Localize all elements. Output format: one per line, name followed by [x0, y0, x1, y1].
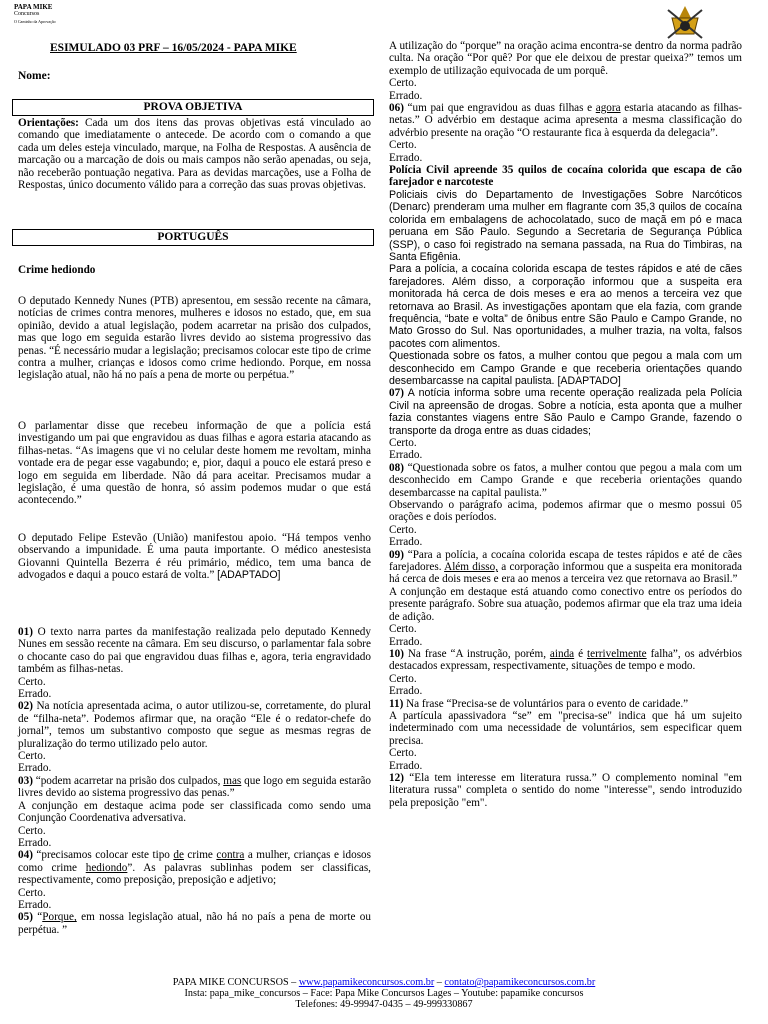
q02-errado[interactable]: Errado.: [18, 762, 52, 775]
question-12: [389, 772, 742, 809]
text1-p3-tag: [ADAPTADO]: [217, 569, 281, 582]
q02-certo[interactable]: Certo.: [18, 750, 46, 763]
q05-u: Porque,: [42, 911, 77, 924]
q10-certo[interactable]: Certo.: [389, 672, 417, 685]
q06-a: “um pai que engravidou as duas filhas e: [403, 102, 596, 115]
question-03: [18, 775, 371, 800]
q09-certo[interactable]: Certo.: [389, 623, 417, 636]
question-05: [18, 911, 371, 936]
q11-certo[interactable]: Certo.: [389, 747, 417, 760]
section-objective: PROVA OBJETIVA: [12, 99, 374, 116]
text2-title: Polícia Civil apreende 35 quilos de cocaína colorida que escapa de cão farejador e narcoteste: [389, 164, 742, 189]
text1-body: [18, 295, 371, 382]
footer-email-link[interactable]: contato@papamikeconcursos.com.br: [444, 977, 596, 988]
q07-certo[interactable]: Certo.: [389, 437, 417, 449]
text1-p3-text: O deputado Felipe Estevão (União) manifestou apoio. “Há tempos venho observando a impunidade. É uma pauta importante. O médico anestesista Giovanni Quintella Bezerra é réu primário, médico, tem uma banca de advogados e daqui a pouco estará de volta.”: [18, 532, 371, 582]
q01-text: O texto narra partes da manifestação realizada pelo deputado Kennedy Nunes em sessão recente na câmara. Em seu discurso, o parlamentar fala sobre o chocante caso do pai que engravidou duas filhas e, agora, teria engravidado também as filhas-netas.: [18, 626, 371, 676]
q09-b: a corporação informou que a suspeita era monitorada há cerca de dois meses e era ao menos a terceira vez que retornava ao Brasil.”: [389, 561, 742, 586]
orientacoes-label: Orientações:: [18, 117, 79, 129]
logo-text: PAPA MIKE: [14, 3, 53, 11]
name-label: Nome:: [18, 70, 51, 82]
q06-b: estaria atacando as filhas-netas.” O advérbio em destaque acima apresenta a mesma classificação do advérbio presente na oração “O restaurante fica à esquerda da delegacia”.: [389, 102, 742, 139]
text1-body-3: [18, 532, 371, 582]
text2-p1: Policiais civis do Departamento de Investigações Sobre Narcóticos (Denarc) prenderam uma mulher em flagrante com 35,3 quilos de cocaína colorida em embalagens de achocolatado, suco de maçã em pó e maca peruana em São Paulo. Segundo a Secretaria de Segurança Pública (SSP), o caso foi registrado na semana passada, na Rua do Timbiras, na Santa Efigênia.: [389, 188, 742, 263]
orientacoes: [18, 117, 371, 191]
q02-num: 02): [18, 700, 33, 713]
q03-statement: A conjunção em destaque acima pode ser classificada como sendo uma Conjunção Coordenativa adversativa.: [18, 799, 371, 825]
q03-u: mas: [223, 774, 242, 787]
question-06: [389, 102, 742, 139]
q11-num: 11): [389, 697, 404, 710]
q04-b: crime: [183, 849, 217, 862]
text1-p3: [18, 532, 371, 582]
q08-certo[interactable]: Certo.: [389, 523, 417, 536]
question-09: [389, 549, 742, 586]
text2-p3-tag: [ADAPTADO]: [557, 374, 621, 387]
q06-u: agora: [595, 102, 621, 115]
q12-text: “Ela tem interesse em literatura russa.” O complemento nominal "em literatura russa" completa o sentido do nome "interesse", sendo introduzido pela preposição "em".: [389, 771, 742, 809]
q10-num: 10): [389, 647, 404, 660]
question-10: [389, 648, 742, 673]
q04-u3: hediondo: [85, 861, 128, 874]
text1: [18, 264, 371, 276]
q06-errado[interactable]: Errado.: [389, 151, 423, 164]
q04-a: “precisamos colocar este tipo: [32, 849, 174, 862]
q03-b: que logo em seguida estarão livres devido ao sistema progressivo das penas.”: [18, 774, 371, 800]
question-11: [389, 698, 742, 710]
q01-num: 01): [18, 626, 33, 638]
q09-errado[interactable]: Errado.: [389, 635, 423, 648]
q09-statement: A conjunção em destaque está atuando como conectivo entre os períodos do presente parágrafo. Sobre sua atuação, podemos afirmar que ela traz uma ideia de adição.: [389, 585, 742, 623]
question-01: [18, 626, 371, 676]
text1-body-2: [18, 420, 371, 507]
q04-num: 04): [18, 849, 33, 862]
question-04: [18, 849, 371, 886]
text2-p2: Para a polícia, a cocaína colorida escapa de testes rápidos e até de cães farejadores. Além disso, a corporação informou que a suspeita era monitorada há cerca de dois meses e era ao menos a terceira vez que retornava ao Brasil. As investigações apontam que ela fazia, com grande frequência, “bate e volta” de ônibus entre São Paulo e Campo Grande, no Mato Grosso do Sul. Nas oportunidades, a mulher trazia, na volta, falsos pacotes com alimentos.: [389, 263, 742, 350]
section-portuguese: PORTUGUÊS: [12, 229, 374, 246]
q04-d: ”. As palavras sublinhas podem ser classificas, respectivamente, como preposição, preposição e adjetivo;: [18, 861, 371, 887]
q10-errado[interactable]: Errado.: [389, 685, 423, 698]
footer-line2: Insta: papa_mike_concursos – Face: Papa Mike Concursos Lages – Youtube: papamike concursos: [184, 988, 584, 999]
logo-papa-mike: [14, 4, 74, 25]
orientacoes-text: Cada um dos itens das provas objetivas está vinculado ao comando que imediatamente o antecede. De acordo com o comando a que cada um deles esteja vinculado, marque, na Folha de Respostas. A ausência de marcação ou a marcação de dois ou mais campos não serão apenadas, ou seja, não receberão pontuação negativa. Para as devidas marcações, use a Folha de Respostas, único documento válido para a correção das suas provas objetivas.: [18, 117, 371, 192]
q12-num: 12): [389, 771, 404, 784]
q11-a: Na frase “Precisa-se de voluntários para o evento de caridade.”: [403, 697, 689, 710]
logo-slogan: O Caminho da Aprovação: [14, 19, 56, 24]
q02-text: Na notícia apresentada acima, o autor utilizou-se, corretamente, do plural de “filha-neta”. Podemos afirmar que, na oração “Ele é o redator-chefe do jornal”, temos um substantivo composto que segue as mesmas regras de pluralização do termo utilizado pelo autor.: [18, 700, 371, 750]
q04-c: a mulher, crianças e idosos como crime: [18, 849, 371, 874]
q05-a: “: [32, 911, 43, 924]
left-column: [18, 117, 371, 191]
q11-errado[interactable]: Errado.: [389, 759, 423, 772]
right-column: [389, 40, 742, 809]
q06-num: 06): [389, 102, 404, 115]
q06-certo[interactable]: Certo.: [389, 139, 417, 152]
q08-num: 08): [389, 461, 404, 474]
question-08: [389, 462, 742, 499]
q07-num: 07): [389, 387, 404, 400]
text2-p3-text: Questionada sobre os fatos, a mulher contou que pegou a mala com um desconhecido em Campo Grande e que receberia orientações quando desembarcasse na capital paulista.: [389, 350, 742, 387]
q05-errado[interactable]: Errado.: [389, 89, 423, 102]
text1-p2: O parlamentar disse que recebeu informação de que a polícia está investigando um pai que engravidou as duas filhas e agora estaria atacando as filhas-netas. “As imagens que vi no celular deste homem me revoltam, minha vontade era de pegar esse vagabundo; e, pior, daqui a pouco ele estará preso e logo em seguida em liberdade. Não dá para aceitar. Precisamos mudar a legislação, é uma questão de honra, só assim podemos mudar o que está acontecendo.”: [18, 420, 371, 507]
text1-p1: O deputado Kennedy Nunes (PTB) apresentou, em sessão recente na câmara, notícias de crimes contra menores, mulheres e idosos no estado, que, em sua opinião, devido a atual legislação, podem acarretar na prisão dos culpados, mas que logo em seguida estarão livres devido ao sistema progressivo das penas. “É necessário mudar a legislação; precisamos colocar este tipo de crime contra a mulher, crianças e idosos como crime hediondo. Porque, em nossa legislação atual, não há no país a pena de morte ou perpétua.”: [18, 295, 371, 382]
q03-a: “podem acarretar na prisão dos culpados,: [32, 774, 224, 787]
q05-num: 05): [18, 911, 33, 924]
q10-c: falha”, os advérbios destacados expressam, respectivamente, situações de tempo e modo.: [389, 647, 743, 673]
q01-errado[interactable]: Errado.: [18, 688, 52, 701]
q05-statement: A utilização do “porque” na oração acima encontra-se dentro da norma padrão culta. Na oração “Por quê? Por que ele deixou de prestar queixa?” temos um exemplo de utilização equivocada de um porquê.: [389, 40, 742, 77]
q08-a: “Questionada sobre os fatos, a mulher contou que pegou a mala com um desconhecido em Campo Grande e que receberia orientações quando desembarcasse na capital paulista.”: [389, 461, 742, 499]
q03-certo[interactable]: Certo.: [18, 824, 46, 837]
q08-errado[interactable]: Errado.: [389, 536, 423, 549]
q08-statement: Observando o parágrafo acima, podemos afirmar que o mesmo possui 05 orações e dois períodos.: [389, 499, 742, 524]
q10-b: é: [574, 647, 587, 660]
q04-errado[interactable]: Errado.: [18, 898, 52, 911]
question-02: [18, 700, 371, 750]
q03-num: 03): [18, 774, 33, 787]
logo-subtext: Concursos: [14, 11, 40, 17]
footer: [0, 977, 768, 1010]
q04-u1: de: [173, 849, 184, 862]
q10-a: Na frase “A instrução, porém,: [403, 647, 550, 660]
q09-u: Além disso,: [444, 561, 499, 574]
question-07: [389, 387, 742, 437]
page-title: ESIMULADO 03 PRF – 16/05/2024 - PAPA MIKE: [50, 42, 297, 54]
crest-icon: [664, 4, 706, 42]
footer-line1: [0, 977, 768, 988]
q03-errado[interactable]: Errado.: [18, 836, 52, 849]
q05-certo[interactable]: Certo.: [389, 77, 417, 90]
q10-u1: ainda: [549, 647, 575, 660]
q07-errado[interactable]: Errado.: [389, 449, 423, 462]
footer-line3: Telefones: 49-99947-0435 – 49-999330867: [295, 999, 473, 1010]
q05-b: em nossa legislação atual, não há no país a pena de morte ou perpétua. ”: [18, 911, 371, 936]
text1-title: Crime hediondo: [18, 264, 96, 276]
q04-u2: contra: [216, 849, 245, 862]
q07-text: A notícia informa sobre uma recente operação realizada pela Polícia Civil na apreensão de drogas. Sobre a notícia, esta aponta que a mulher fazia constantes viagens entre São Paulo e Campo Grande, fazendo o transporte da droga entre as duas cidades;: [389, 387, 742, 437]
footer-site-link[interactable]: www.papamikeconcursos.com.br: [298, 977, 435, 988]
questions-left: [18, 626, 371, 936]
q09-a: “Para a polícia, a cocaína colorida escapa de testes rápidos e até de cães farejadores.: [389, 548, 742, 574]
footer-sep: –: [434, 977, 445, 988]
q10-u2: terrivelmente: [587, 647, 647, 660]
q11-statement: A partícula apassivadora “se” em "precisa-se" indica que há um sujeito indeterminado com uma necessidade de voluntários, sem especificar quem precisa.: [389, 709, 742, 747]
footer-company: PAPA MIKE CONCURSOS –: [172, 977, 299, 988]
q01-certo[interactable]: Certo.: [18, 675, 46, 688]
q04-certo[interactable]: Certo.: [18, 886, 46, 899]
text2-p3: [389, 350, 742, 387]
q09-num: 09): [389, 548, 404, 561]
